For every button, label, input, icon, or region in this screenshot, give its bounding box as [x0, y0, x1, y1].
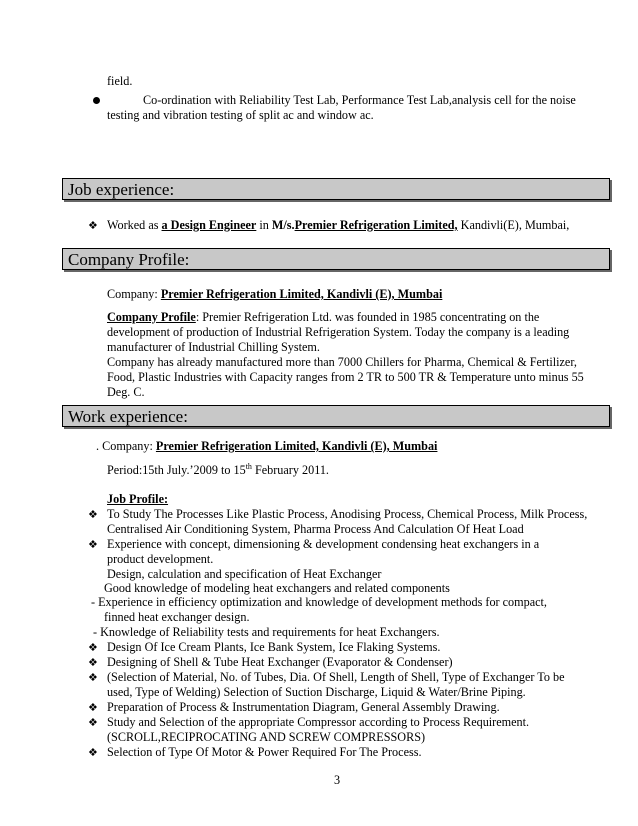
profile-line-3: manufacturer of Industrial Chilling System.: [107, 340, 320, 354]
work-experience-heading: Work experience:: [68, 407, 188, 426]
work-company-name: Premier Refrigeration Limited, Kandivli (E), Mumbai: [155, 439, 438, 453]
ms-text: M/s.: [271, 218, 295, 232]
diamond-bullet-icon: ❖: [88, 508, 98, 521]
job-line-15: Study and Selection of the appropriate Compressor according to Process Requirement.: [107, 715, 530, 729]
job-line-2: Centralised Air Conditioning System, Pharma Process And Calculation Of Heat Load: [107, 522, 524, 536]
job-profile-label-text: Job Profile:: [107, 492, 169, 506]
job-line-6: Good knowledge of modeling heat exchangers and related components: [104, 581, 450, 595]
job-experience-heading: Job experience:: [68, 180, 175, 199]
job-line-10: Design Of Ice Cream Plants, Ice Bank System, Ice Flaking Systems.: [107, 640, 441, 654]
diamond-bullet-icon: ❖: [88, 656, 98, 669]
profile-text: : Premier Refrigeration Ltd. was founded in 1985 concentrating on the: [195, 310, 540, 324]
company-label: Company:: [107, 287, 161, 301]
diamond-bullet-icon: ❖: [88, 701, 98, 714]
company-line: [107, 287, 442, 302]
worked-as-text: Worked as: [107, 218, 162, 232]
location-text: Kandivli(E), Mumbai,: [457, 218, 570, 232]
work-company-line: [96, 439, 437, 454]
coordination-line-2: testing and vibration testing of split ac and window ac.: [107, 108, 374, 122]
company-profile-heading-box: [62, 248, 610, 270]
job-line-7: - Experience in efficiency optimization and knowledge of development methods for compact,: [91, 595, 547, 609]
profile-line-2: development of production of Industrial Refrigeration System. Today the company is a leading: [107, 325, 570, 339]
profile-line-1: [107, 310, 539, 325]
job-line-14: Preparation of Process & Instrumentation Diagram, General Assembly Drawing.: [107, 700, 500, 714]
job-line-5: Design, calculation and specification of Heat Exchanger: [107, 567, 382, 581]
job-experience-heading-box: [62, 178, 610, 200]
diamond-bullet-icon: ❖: [88, 716, 98, 729]
in-text: in: [256, 218, 272, 232]
page-number: 3: [334, 773, 341, 787]
job-line-12: (Selection of Material, No. of Tubes, Dia. Of Shell, Length of Shell, Type of Exchanger To be: [107, 670, 565, 684]
job-line-8: finned heat exchanger design.: [104, 610, 250, 624]
period-text-b: February 2011.: [251, 463, 329, 477]
job-line-4: product development.: [107, 552, 214, 566]
job-company-text: Premier Refrigeration Limited,: [294, 218, 458, 232]
diamond-bullet-icon: ❖: [88, 671, 98, 684]
company-profile-heading: Company Profile:: [68, 250, 190, 269]
job-profile-label: [107, 492, 168, 507]
diamond-bullet-icon: ❖: [88, 219, 98, 232]
profile-line-6: Deg. C.: [107, 385, 145, 399]
company-name: Premier Refrigeration Limited, Kandivli (E), Mumbai: [160, 287, 443, 301]
worked-as-line: [107, 218, 569, 233]
diamond-bullet-icon: ❖: [88, 746, 98, 759]
job-line-11: Designing of Shell & Tube Heat Exchanger (Evaporator & Condenser): [107, 655, 453, 669]
work-experience-heading-box: [62, 405, 610, 427]
profile-line-4: Company has already manufactured more than 7000 Chillers for Pharma, Chemical & Fertilizer,: [107, 355, 577, 369]
period-line: [107, 463, 329, 478]
diamond-bullet-icon: ❖: [88, 641, 98, 654]
bullet-dot-icon: [93, 97, 100, 104]
role-text: a Design Engineer: [161, 218, 257, 232]
job-line-1: To Study The Processes Like Plastic Process, Anodising Process, Chemical Process, Milk Process,: [107, 507, 588, 521]
job-line-9: - Knowledge of Reliability tests and requirements for heat Exchangers.: [93, 625, 440, 639]
job-line-3: Experience with concept, dimensioning & development condensing heat exchangers in a: [107, 537, 540, 551]
period-sup: th: [245, 461, 252, 471]
diamond-bullet-icon: ❖: [88, 538, 98, 551]
profile-line-5: Food, Plastic Industries with Capacity ranges from 2 TR to 500 TR & Temperature unto minus 55: [107, 370, 584, 384]
period-text-a: Period:15th July.’2009 to 15: [107, 463, 246, 477]
job-line-13: used, Type of Welding) Selection of Suction Discharge, Liquid & Water/Brine Piping.: [107, 685, 526, 699]
job-line-16: (SCROLL,RECIPROCATING AND SCREW COMPRESSORS): [107, 730, 426, 744]
work-company-label: . Company:: [96, 439, 156, 453]
job-line-17: Selection of Type Of Motor & Power Required For The Process.: [107, 745, 422, 759]
coordination-line-1: Co-ordination with Reliability Test Lab, Performance Test Lab,analysis cell for the noise: [143, 93, 576, 107]
company-profile-label: Company Profile: [107, 310, 196, 324]
field-text: field.: [107, 74, 133, 88]
